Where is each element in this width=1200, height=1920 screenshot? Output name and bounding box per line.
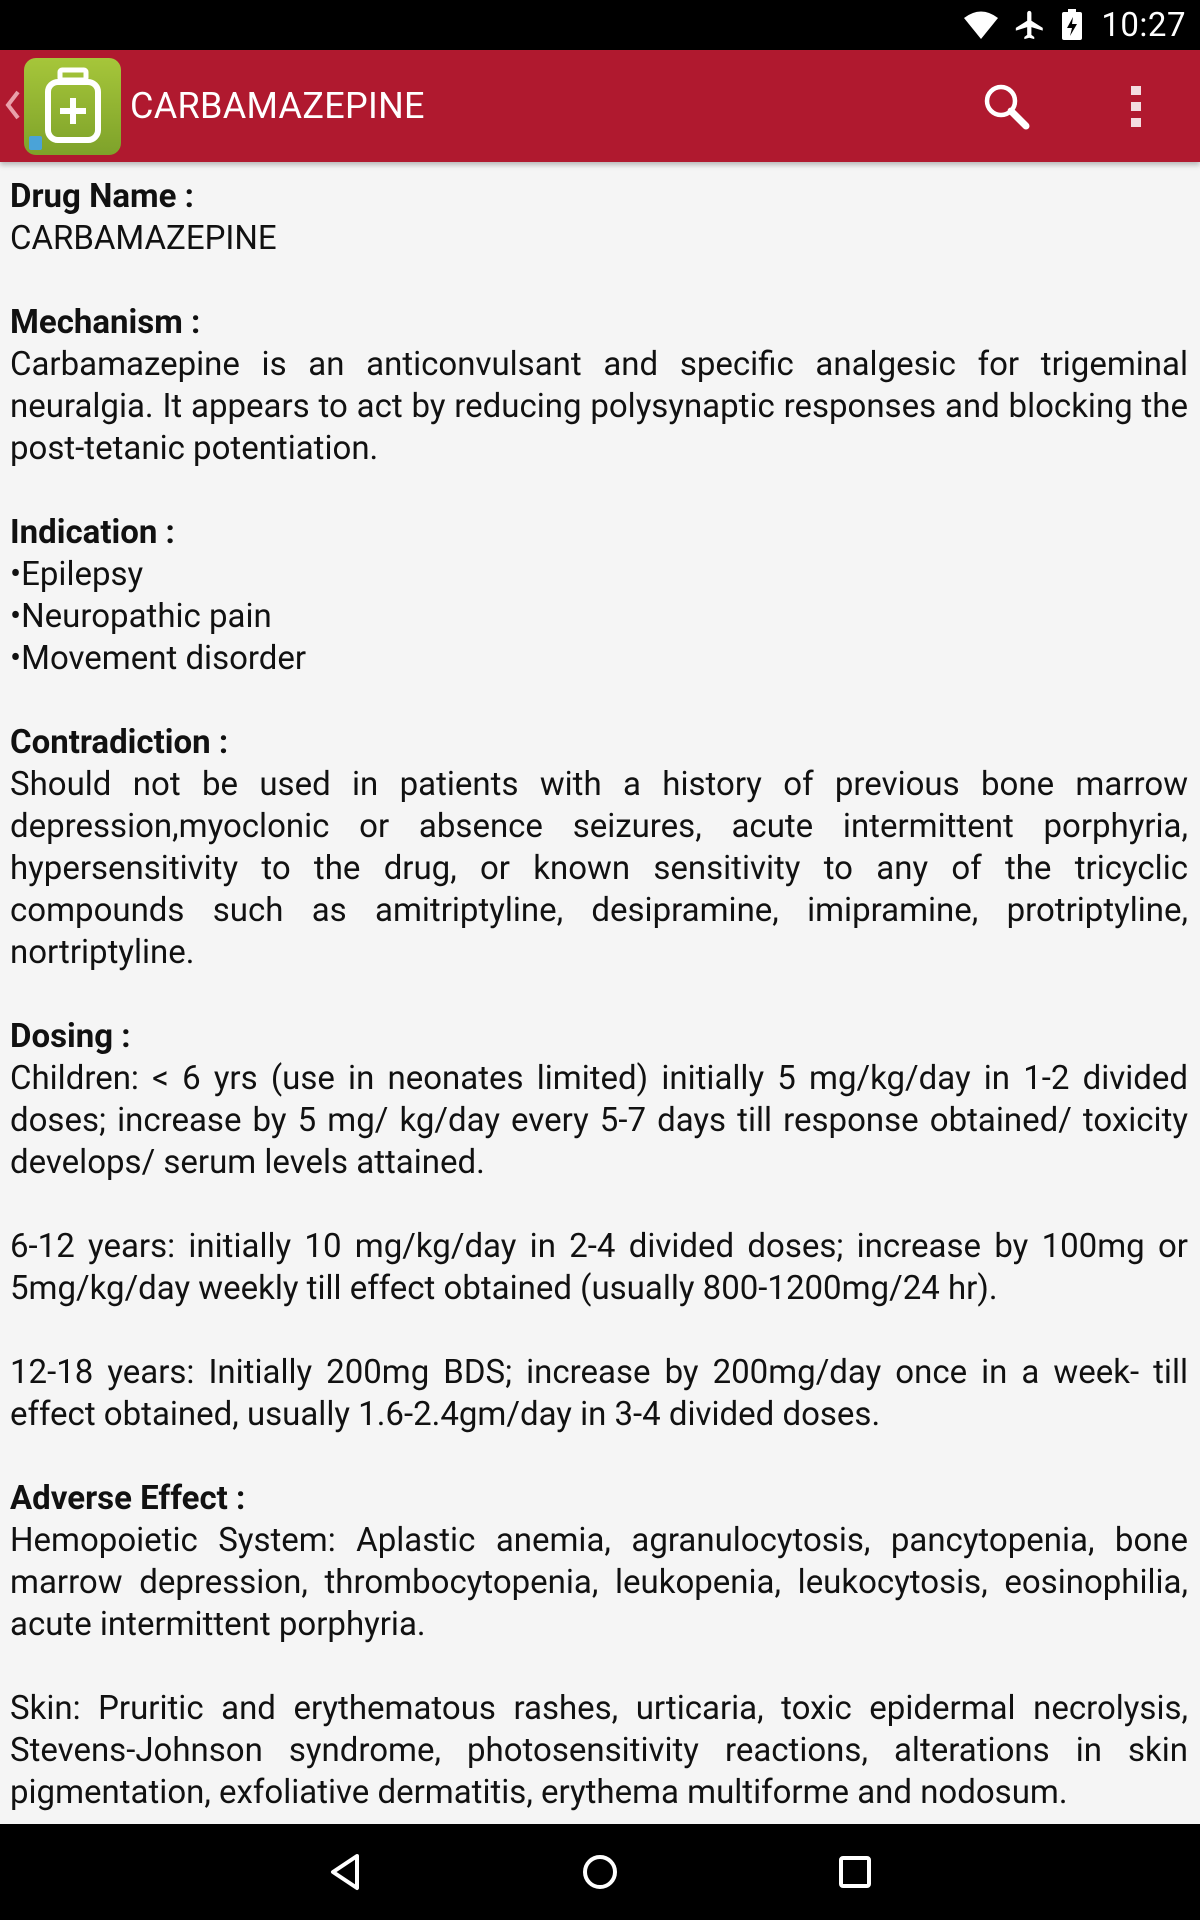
drug-name: CARBAMAZEPINE — [10, 219, 277, 258]
drug-name-label: Drug Name : — [10, 177, 194, 216]
app-bar — [0, 50, 1200, 162]
page-title: CARBAMAZEPINE — [130, 85, 425, 127]
status-bar — [0, 0, 1200, 50]
dosing-text: 6-12 years: initially 10 mg/kg/day in 2-4 divided doses; increase by 100mg or 5mg/kg/day weekly till effect obtained (usually 800-1200mg/24 hr). — [10, 1227, 1188, 1308]
more-vert-icon — [1120, 80, 1152, 134]
indication-item: • Movement disorder — [10, 638, 1188, 680]
contradiction-label: Contradiction : — [10, 723, 229, 762]
indication-label: Indication : — [10, 513, 175, 552]
adverse-effect-text: Skin: Pruritic and erythematous rashes, urticaria, toxic epidermal necrolysis, Stevens-Johnson syndrome, photosensitivity reactions, alterations in skin pigmentation, exfoliative dermatitis, erythema multiforme and nodosum. — [10, 1689, 1188, 1812]
wifi-icon — [963, 10, 999, 40]
adverse-effect-text: Hemopoietic System: Aplastic anemia, agranulocytosis, pancytopenia, bone marrow depression, thrombocytopenia, leukopenia, leukocytosis, eosinophilia, acute intermittent porphyria. — [10, 1521, 1188, 1644]
dosing-text: Children: < 6 yrs (use in neonates limited) initially 5 mg/kg/day in 1-2 divided doses; increase by 5 mg/ kg/day every 5-7 days till response obtained/ toxicity develops/ serum levels attained. — [10, 1059, 1188, 1182]
dosing-text: 12-18 years: Initially 200mg BDS; increase by 200mg/day once in a week- till effect obtained, usually 1.6-2.4gm/day in 3-4 divided doses. — [10, 1353, 1188, 1434]
drug-details — [10, 162, 1188, 1824]
battery-icon — [1061, 9, 1083, 41]
nav-recents-button[interactable] — [795, 1824, 915, 1920]
mechanism-label: Mechanism : — [10, 303, 201, 342]
contradiction-text: Should not be used in patients with a history of previous bone marrow depression,myoclonic or absence seizures, acute intermittent porphyria, hypersensitivity to the drug, or known sensitivity to any of the tricyclic compounds such as amitriptyline, desipramine, imipramine, protriptyline, nortriptyline. — [10, 765, 1188, 972]
nav-recents-icon — [837, 1854, 873, 1890]
nav-back-button[interactable] — [285, 1824, 405, 1920]
nav-back-icon — [327, 1852, 363, 1892]
medicine-bottle-icon — [24, 58, 121, 155]
app-logo[interactable] — [24, 58, 121, 155]
status-clock: 10:27 — [1101, 5, 1186, 45]
navigation-bar — [0, 1824, 1200, 1920]
airplane-mode-icon — [1013, 8, 1047, 42]
back-chevron-icon[interactable] — [4, 88, 22, 126]
search-icon — [980, 80, 1034, 134]
adverse-effect-label: Adverse Effect : — [10, 1479, 246, 1518]
indication-item: • Epilepsy — [10, 554, 1188, 596]
more-options-button[interactable] — [1120, 80, 1152, 134]
status-icons — [963, 0, 1186, 50]
dosing-label: Dosing : — [10, 1017, 131, 1056]
nav-home-button[interactable] — [540, 1824, 660, 1920]
search-button[interactable] — [980, 80, 1034, 134]
indication-item: • Neuropathic pain — [10, 596, 1188, 638]
mechanism-text: Carbamazepine is an anticonvulsant and specific analgesic for trigeminal neuralgia. It appears to act by reducing polysynaptic responses and blocking the post-tetanic potentiation. — [10, 345, 1188, 468]
nav-home-icon — [580, 1852, 620, 1892]
